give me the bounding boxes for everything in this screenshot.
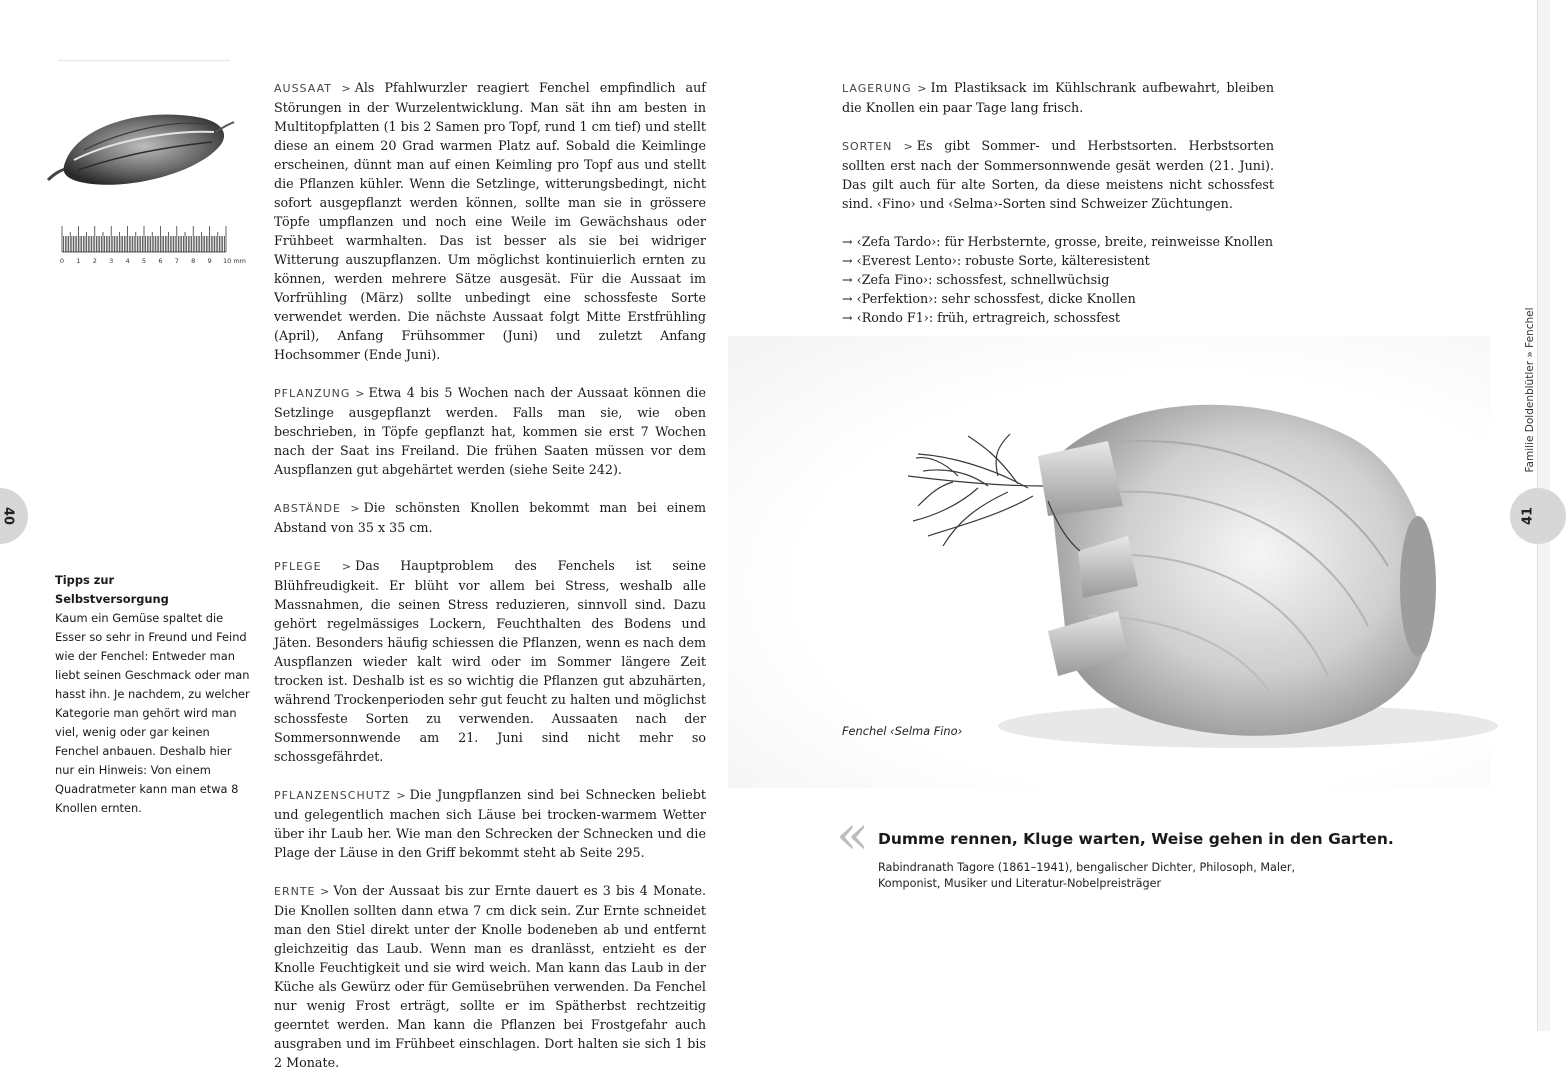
- cultivation-column: [274, 78, 706, 1091]
- ruler-label: 2: [92, 257, 97, 265]
- variety-item: → ‹Perfektion›: sehr schossfest, dicke Knollen: [842, 289, 1274, 308]
- photo-caption: Fenchel ‹Selma Fino›: [842, 724, 963, 738]
- tip-box: [55, 571, 250, 818]
- storage-varieties-column: [842, 78, 1274, 346]
- section-heading: ABSTÄNDE >: [274, 502, 360, 515]
- section-pflege: [274, 556, 706, 766]
- ruler-label: 4: [125, 257, 130, 265]
- section-body: Von der Aussaat bis zur Ernte dauert es 3 bis 4 Monate. Die Knollen sollten dann etwa 7 cm dick sein. Zur Ernte schneidet man den Stiel direkt unter der Knolle bodeneben ab und entfernt gleichzeitig das Laub. Wenn man es dranlässt, entzieht es der Knolle Feuchtigkeit und sie wird weich. Man kann das Laub in der Küche als Gewürz oder für Gemüsebrühen verwenden. Da Fenchel nur wenig Frost erträgt, sollte er im Spätherbst rechtzeitig geerntet werden. Man kann die Pflanzen bei Frostgefahr auch ausgraben und im Frühbeet einschlagen. Dort halten sie sich 1 bis 2 Monate.: [274, 883, 706, 1070]
- ruler-label: 8: [191, 257, 196, 265]
- section-ernte: [274, 881, 706, 1072]
- section-body: Als Pfahlwurzler reagiert Fenchel empfindlich auf Störungen in der Wurzelentwicklung. Man sät ihn am besten in Multitopfplatten (1 bis 2 Samen pro Topf, rund 1 cm tief) und stellt diese an einem 20 Grad warmen Platz auf. Sobald die Keimlinge erscheinen, dünnt man auf einen Keimling pro Topf aus und stellt die Pflanzen kühler. Wenn die Setzlinge, witterungsbedingt, nicht sofort ausgepflanzt werden können, sollte man sie in grössere Töpfe umpflanzen und noch eine Weile im Gewächshaus oder Frühbeet warmhalten. Das ist besser als sie bei widriger Witterung auszupflanzen. Um möglichst kontinuierlich ernten zu können, werden mehrere Sätze ausgesät. Für die Aussaat im Vorfrühling (März) sollte unbedingt eine schossfeste Sorte verwendet werden. Die nächste Aussaat folgt Mitte Erstfrühling (April), Anfang Frühsommer (Juni) und zuletzt Anfang Hochsommer (Ende Juni).: [274, 80, 706, 362]
- quote-text: Dumme rennen, Kluge warten, Weise gehen in den Garten.: [878, 830, 1394, 848]
- variety-item: → ‹Zefa Tardo›: für Herbsternte, grosse, breite, reinweisse Knollen: [842, 232, 1274, 251]
- ruler-label: 0: [59, 257, 65, 265]
- section-body: Etwa 4 bis 5 Wochen nach der Aussaat können die Setzlinge ausgepflanzt werden. Falls man sie, wie oben beschrieben, in Töpfe gepflanzt hat, kommen sie erst 7 Wochen nach der Saat ins Freiland. Die frühen Saaten müssen vor dem Auspflanzen gut abgehärtet werden (siehe Seite 242).: [274, 385, 706, 477]
- section-body: Im Plastiksack im Kühlschrank aufbewahrt, bleiben die Knollen ein paar Tage lang frisch.: [842, 80, 1274, 115]
- section-pflanzenschutz: [274, 785, 706, 862]
- section-sorten: [842, 136, 1274, 213]
- fennel-seed-image: [34, 96, 249, 198]
- section-body: Die Jungpflanzen sind bei Schnecken beliebt und gelegentlich machen sich Läuse bei trocken-warmem Wetter über ihr Laub her. Wie man den Schrecken der Schnecken und die Plage der Läuse in den Griff bekommt steht ab Seite 295.: [274, 787, 706, 860]
- page-number-left: 40: [0, 506, 16, 526]
- page-number-right: 41: [1520, 506, 1536, 526]
- section-heading: LAGERUNG >: [842, 82, 927, 95]
- ruler-label: 7: [174, 257, 179, 265]
- running-head: Familie Doldenblütler » Fenchel: [1524, 307, 1536, 473]
- tip-title-line2: Selbstversorgung: [55, 592, 169, 606]
- variety-item: → ‹Rondo F1›: früh, ertragreich, schossfest: [842, 308, 1274, 327]
- ruler-label: 6: [158, 257, 163, 265]
- section-heading: ERNTE >: [274, 885, 329, 898]
- page-number-tab-left: [0, 488, 28, 544]
- section-lagerung: [842, 78, 1274, 117]
- section-body: Es gibt Sommer- und Herbstsorten. Herbstsorten sollten erst nach der Sommersonnwende gesät werden (21. Juni). Das gilt auch für alte Sorten, da diese meistens nicht schossfest sind. ‹Fino› und ‹Selma›-Sorten sind Schweizer Züchtungen.: [842, 138, 1275, 211]
- ruler-label: 3: [109, 257, 114, 265]
- section-aussaat: [274, 78, 706, 364]
- divider: [58, 60, 230, 61]
- ruler-label: 9: [207, 257, 212, 265]
- section-abstände: [274, 498, 706, 537]
- quote-author: Rabindranath Tagore (1861–1941), bengalischer Dichter, Philosoph, Maler, Komponist, Musiker und Literatur-Nobelpreisträger: [878, 861, 1296, 890]
- section-heading: PFLANZUNG >: [274, 387, 365, 400]
- variety-list: [842, 232, 1274, 327]
- page-number-tab-right: [1510, 488, 1566, 544]
- section-heading: PFLEGE >: [274, 560, 351, 573]
- section-heading: SORTEN >: [842, 140, 913, 153]
- tip-title-line1: Tipps zur: [55, 573, 115, 587]
- fennel-bulb-image: [728, 336, 1490, 788]
- variety-item: → ‹Zefa Fino›: schossfest, schnellwüchsig: [842, 270, 1274, 289]
- quote-mark-icon: «: [836, 803, 870, 866]
- size-ruler: [58, 222, 248, 268]
- ruler-label: 1: [76, 257, 81, 265]
- variety-item: → ‹Everest Lento›: robuste Sorte, kälteresistent: [842, 251, 1274, 270]
- section-pflanzung: [274, 383, 706, 479]
- section-body: Das Hauptproblem des Fenchels ist seine Blühfreudigkeit. Er blüht vor allem bei Stress, weshalb alle Massnahmen, die seinen Stress reduzieren, sinnvoll sind. Dazu gehört regelmässiges Lockern, Feuchthalten des Bodens und Jäten. Besonders häufig schiessen die Pflanzen, wenn es nach dem Auspflanzen wieder kalt wird oder im Sommer längere Zeit trocken ist. Deshalb ist es so wichtig die Pflanzen gut abzuhärten, während Trockenperioden sehr gut feucht zu halten und möglichst schossfeste Sorten zu verwenden. Aussaaten nach der Sommersonnwende am 21. Juni sind nicht mehr so schossgefährdet.: [274, 558, 706, 764]
- ruler-label: 10 mm: [223, 257, 247, 265]
- section-body: Die schönsten Knollen bekommt man bei einem Abstand von 35 x 35 cm.: [274, 500, 706, 535]
- ruler-label: 5: [141, 257, 147, 265]
- section-heading: AUSSAAT >: [274, 82, 351, 95]
- tip-body: Kaum ein Gemüse spaltet die Esser so sehr in Freund und Feind wie der Fenchel: Entweder man liebt seinen Geschmack oder man hasst ihn. Je nachdem, zu welcher Kategorie man gehört wird man viel, wenig oder gar keinen Fenchel anbauen. Deshalb hier nur ein Hinweis: Von einem Quadratmeter kann man etwa 8 Knollen ernten.: [55, 611, 250, 815]
- fennel-photo: [728, 336, 1490, 788]
- section-heading: PFLANZENSCHUTZ >: [274, 789, 406, 802]
